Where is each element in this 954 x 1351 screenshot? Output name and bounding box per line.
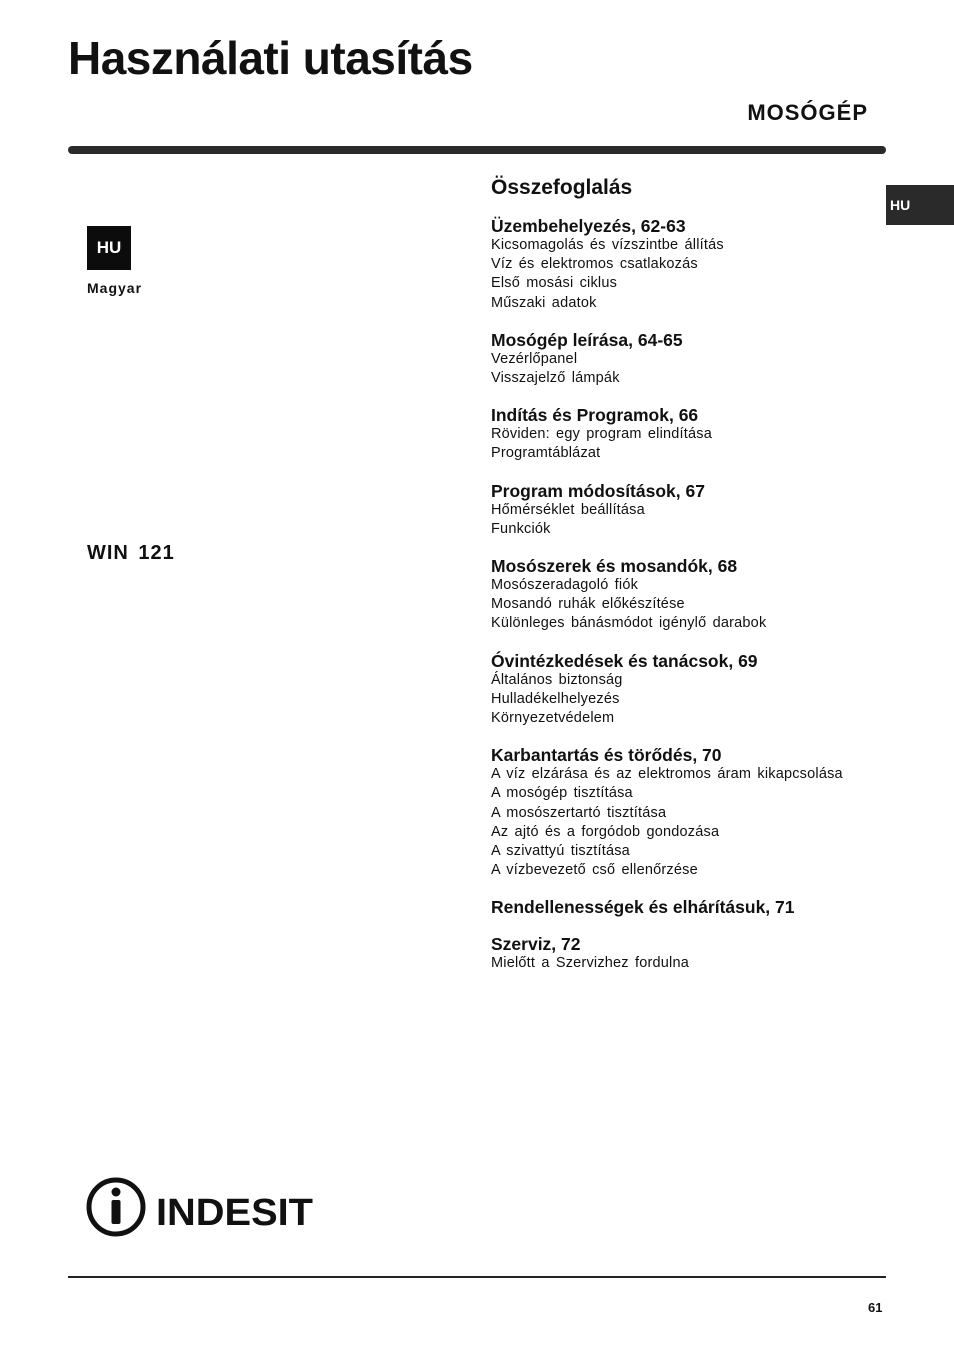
toc-item: Mielőtt a Szervizhez fordulna xyxy=(491,955,689,972)
page-title: Használati utasítás xyxy=(68,32,473,84)
toc-item: Az ajtó és a forgódob gondozása xyxy=(491,823,720,840)
toc-section xyxy=(491,934,871,973)
language-tab: HU xyxy=(886,185,954,225)
toc-heading: Összefoglalás xyxy=(491,176,633,199)
toc-item: A mosószertartó tisztítása xyxy=(491,804,667,821)
page-number: 61 xyxy=(868,1300,883,1315)
toc-item: Víz és elektromos csatlakozás xyxy=(491,256,698,273)
top-divider xyxy=(68,146,886,154)
toc-item: Visszajelző lámpák xyxy=(491,370,620,387)
toc-item: A vízbevezető cső ellenőrzése xyxy=(491,862,698,879)
toc-section-title: Mosószerek és mosandók, 68 xyxy=(491,556,738,577)
toc-section xyxy=(491,556,871,634)
toc-section xyxy=(491,651,871,729)
toc-item: Különleges bánásmódot igénylő darabok xyxy=(491,615,767,632)
indesit-logo-icon xyxy=(86,1176,318,1238)
toc-item: Műszaki adatok xyxy=(491,294,597,311)
bottom-divider xyxy=(68,1276,886,1278)
toc-section-title: Mosógép leírása, 64-65 xyxy=(491,329,683,350)
toc-section-title: Indítás és Programok, 66 xyxy=(491,405,699,426)
toc-section-title: Üzembehelyezés, 62-63 xyxy=(491,216,686,236)
toc-section xyxy=(491,897,871,917)
language-badge: HU xyxy=(87,226,131,270)
toc-item: Általános biztonság xyxy=(491,671,623,688)
toc-item: Hőmérséklet beállítása xyxy=(491,501,645,518)
brand-logo xyxy=(86,1176,318,1238)
toc-item: Vezérlőpanel xyxy=(491,350,578,367)
toc-section xyxy=(491,330,871,388)
toc-item: Kicsomagolás és vízszintbe állítás xyxy=(491,237,724,253)
toc-item: A mosógép tisztítása xyxy=(491,785,633,802)
toc-section xyxy=(491,405,871,463)
brand-wordmark: INDESIT xyxy=(156,1192,313,1234)
language-name: Magyar xyxy=(87,280,143,296)
toc-item: Röviden: egy program elindítása xyxy=(491,426,712,443)
model-name: WIN 121 xyxy=(87,542,175,564)
toc-item: A víz elzárása és az elektromos áram kikapcsolása xyxy=(491,766,843,783)
toc-section xyxy=(491,216,871,313)
toc-item: Környezetvédelem xyxy=(491,710,615,727)
toc-item: Programtáblázat xyxy=(491,445,601,462)
toc-section-title: Óvintézkedések és tanácsok, 69 xyxy=(491,650,758,671)
toc-section-title: Program módosítások, 67 xyxy=(491,480,705,501)
table-of-contents xyxy=(491,174,871,991)
toc-item: A szivattyú tisztítása xyxy=(491,843,630,860)
toc-sections xyxy=(491,216,871,974)
toc-section-title: Szerviz, 72 xyxy=(491,934,581,955)
toc-item: Első mosási ciklus xyxy=(491,275,618,292)
toc-section xyxy=(491,745,871,880)
toc-item: Funkciók xyxy=(491,520,551,537)
toc-item: Hulladékelhelyezés xyxy=(491,690,620,707)
toc-section xyxy=(491,481,871,539)
toc-item: Mosószeradagoló fiók xyxy=(491,577,639,594)
page-subtitle: MOSÓGÉP xyxy=(747,100,868,125)
toc-item: Mosandó ruhák előkészítése xyxy=(491,596,685,613)
toc-section-title: Karbantartás és törődés, 70 xyxy=(491,745,722,766)
toc-section-title: Rendellenességek és elhárításuk, 71 xyxy=(491,897,795,918)
